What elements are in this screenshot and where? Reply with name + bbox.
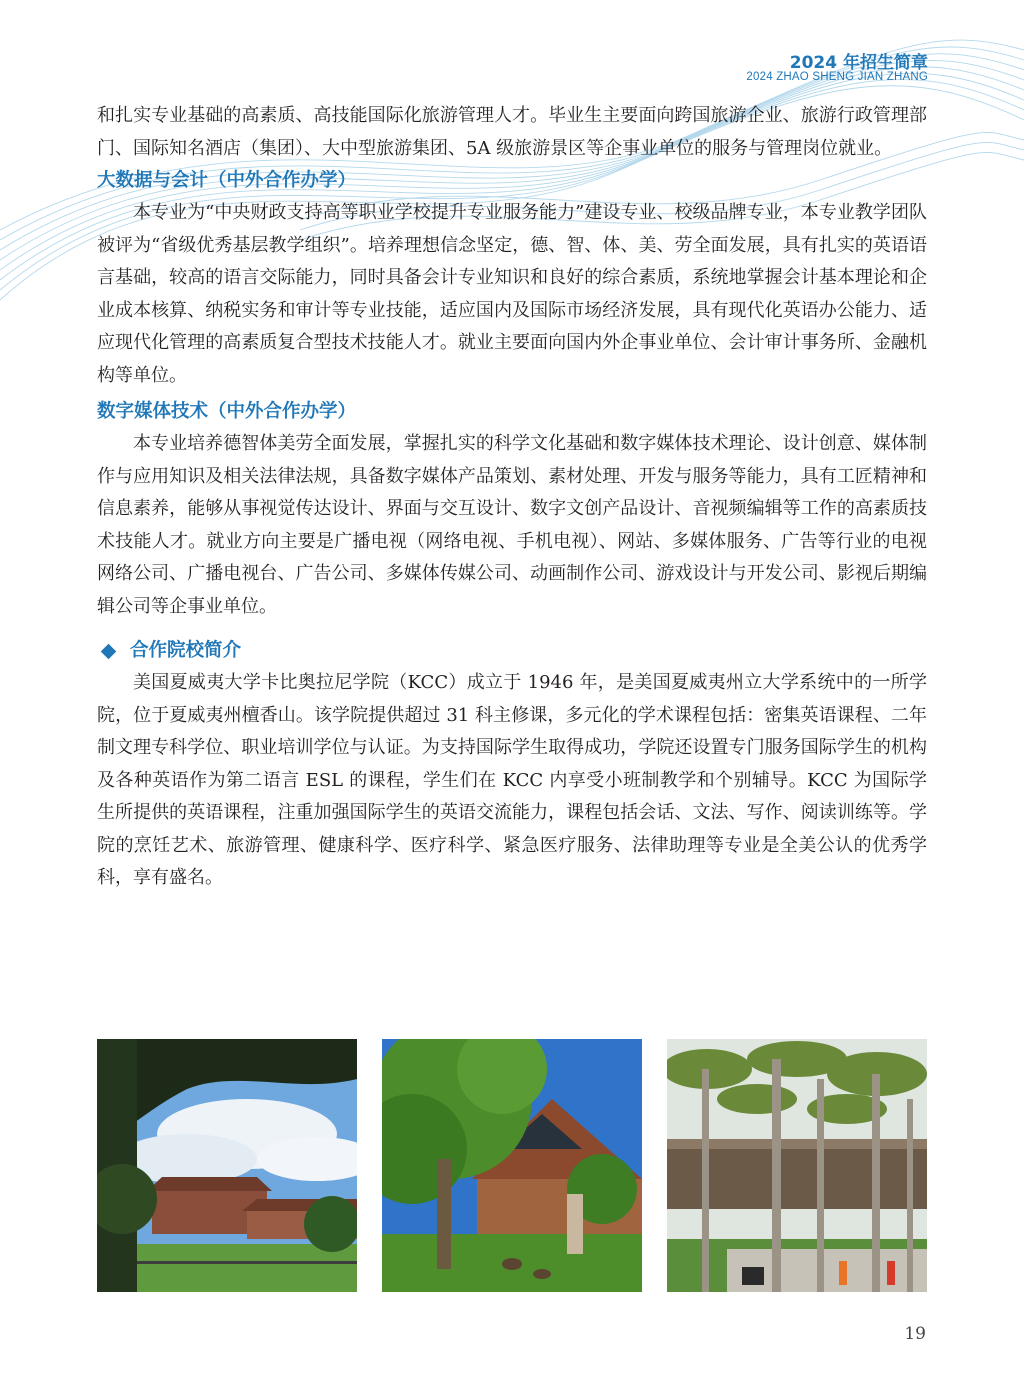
section-heading-partner xyxy=(97,635,927,667)
partner-description: 美国夏威夷大学卡比奥拉尼学院（KCC）成立于 1946 年，是美国夏威夷州立大学系统中的一所学院，位于夏威夷州檀香山。该学院提供超过 31 科主修课，多元化的学术课程包括：密集英语课程、二年制文理专科学位、职业培训学位与认证。为支持国际学生取得成功，学院还设置专门服务国际学生的机构及各种英语作为第二语言 ESL 的课程，学生们在 KCC 内享受小班制教学和个别辅导。KCC 为国际学生所提供的英语课程，注重加强国际学生的英语交流能力，课程包括会话、文法、写作、阅读训练等。学院的烹饪艺术、旅游管理、健康科学、医疗科学、紧急医疗服务、法律助理等专业是全美公认的优秀学科，享有盛名。 xyxy=(97,672,927,888)
major-text-digital-media: 本专业培养德智体美劳全面发展，掌握扎实的科学文化基础和数字媒体技术理论、设计创意、媒体制作与应用知识及相关法律法规，具备数字媒体产品策划、素材处理、开发与服务等能力，具有工匠精神和信息素养，能够从事视觉传达设计、界面与交互设计、数字文创产品设计、音视频编辑等工作的高素质技术技能人才。就业方向主要是广播电视（网络电视、手机电视）、网站、多媒体服务、广告等行业的电视网络公司、广播电视台、广告公司、多媒体传媒公司、动画制作公司、游戏设计与开发公司、影视后期编辑公司等企事业单位。 xyxy=(97,433,927,617)
major-title-accounting: 大数据与会计（中外合作办学） xyxy=(97,170,357,191)
header-title: 2024 年招生简章 xyxy=(789,53,928,73)
main-content xyxy=(97,100,927,895)
header-subtitle: 2024 ZHAO SHENG JIAN ZHANG xyxy=(746,71,928,83)
photo-strip xyxy=(97,1039,927,1292)
campus-photo-3 xyxy=(667,1039,927,1292)
campus-photo-1 xyxy=(97,1039,357,1292)
major-title-digital-media: 数字媒体技术（中外合作办学） xyxy=(97,401,357,422)
section-heading-label: 合作院校简介 xyxy=(130,640,242,661)
major-text-accounting: 本专业为“中央财政支持高等职业学校提升专业服务能力”建设专业、校级品牌专业，本专业教学团队被评为“省级优秀基层教学组织”。培养理想信念坚定，德、智、体、美、劳全面发展，具有扎实的英语语言基础，较高的语言交际能力，同时具备会计专业知识和良好的综合素质，系统地掌握会计基本理论和企业成本核算、纳税实务和审计等专业技能，适应国内及国际市场经济发展，具有现代化英语办公能力、适应现代化管理的高素质复合型技术技能人才。就业主要面向国内外企事业单位、会计审计事务所、金融机构等单位。 xyxy=(97,202,927,386)
intro-paragraph: 和扎实专业基础的高素质、高技能国际化旅游管理人才。毕业生主要面向跨国旅游企业、旅游行政管理部门、国际知名酒店（集团）、大中型旅游集团、5A 级旅游景区等企事业单位的服务与管理岗位就业。 xyxy=(97,105,927,159)
diamond-bullet-icon xyxy=(101,643,117,659)
campus-photo-2 xyxy=(382,1039,642,1292)
page-number: 19 xyxy=(904,1324,926,1344)
